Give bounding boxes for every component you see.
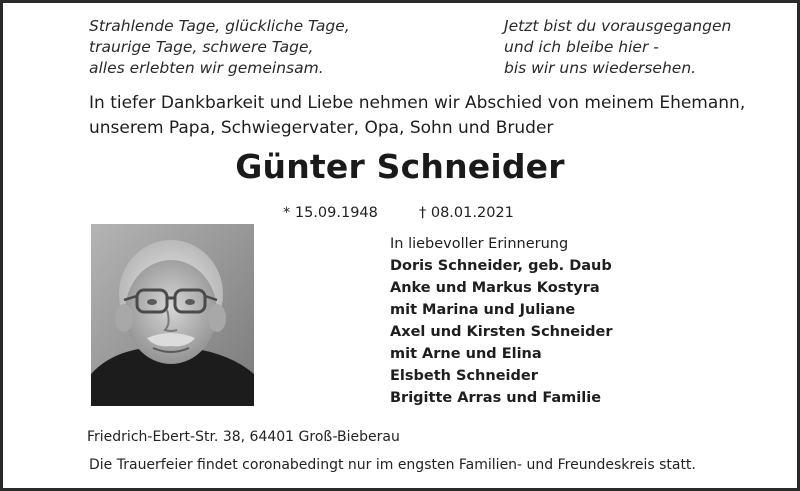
mourner-name: Axel und Kirsten Schneider [390, 324, 613, 340]
mourner-name: Elsbeth Schneider [390, 368, 538, 384]
poem-right-line: Jetzt bist du vorausgegangen [504, 17, 732, 35]
poem-right [504, 16, 731, 79]
mourner-name: Brigitte Arras und Familie [390, 390, 602, 406]
address: Friedrich-Ebert-Str. 38, 64401 Groß-Bieberau [87, 429, 400, 445]
portrait-photo [91, 224, 254, 406]
mourner-name: Doris Schneider, geb. Daub [390, 258, 612, 274]
portrait-photo-image [91, 224, 254, 406]
mourner-name: mit Arne und Elina [390, 346, 542, 362]
intro-text [89, 91, 745, 141]
intro-line: In tiefer Dankbarkeit und Liebe nehmen wir Abschied von meinem Ehemann, [89, 93, 746, 113]
mourners-list [390, 233, 612, 409]
poem-left-line: Strahlende Tage, glückliche Tage, [89, 17, 350, 35]
poem-left [89, 16, 350, 79]
mourner-name: mit Marina und Juliane [390, 302, 576, 318]
birth-date: * 15.09.1948 [283, 205, 378, 221]
intro-line: unserem Papa, Schwiegervater, Opa, Sohn und Bruder [89, 118, 554, 138]
poem-right-line: bis wir uns wiedersehen. [504, 59, 697, 77]
death-date: † 08.01.2021 [419, 205, 514, 221]
funeral-notice: Die Trauerfeier findet coronabedingt nur im engsten Familien- und Freundeskreis statt. [89, 457, 696, 473]
poem-left-line: traurige Tage, schwere Tage, [89, 38, 314, 56]
mourners-lead: In liebevoller Erinnerung [390, 236, 569, 252]
poem-right-line: und ich bleibe hier - [504, 38, 659, 56]
poem-left-line: alles erlebten wir gemeinsam. [89, 59, 324, 77]
mourner-name: Anke und Markus Kostyra [390, 280, 600, 296]
deceased-name: Günter Schneider [235, 147, 565, 186]
